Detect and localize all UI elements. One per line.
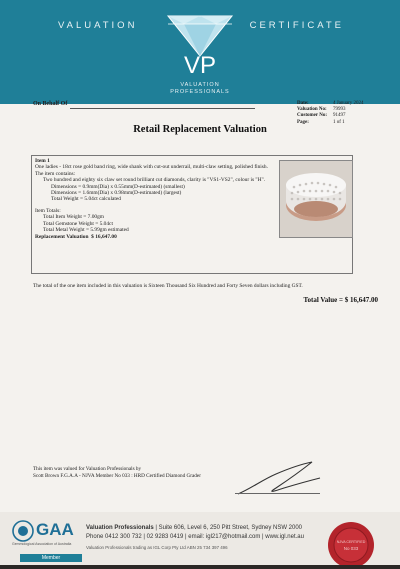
item-dimension-small: Dimensions = 0.9mm(Dia) x 0.55mm(D-estimated) (smallest): [51, 183, 185, 190]
seal-line-1: NJVA CERTIFIED: [336, 540, 366, 544]
item-total-gemstone-weight: Total Gemstone Weight = 5.04ct: [43, 220, 113, 227]
item-box: [31, 155, 353, 274]
on-behalf-line: [70, 108, 255, 109]
footer-web[interactable]: www.igl.net.au: [265, 534, 304, 540]
gaa-emblem-icon: [12, 520, 34, 542]
document-title: Retail Replacement Valuation: [133, 124, 267, 135]
footer-company-line: Valuation Professionals | Suite 606, Level 6, 250 Pitt Street, Sydney NSW 2000: [86, 525, 303, 531]
meta-row-customer-no: Customer No: 91497: [297, 113, 346, 119]
item-heading: Item 1: [35, 158, 50, 164]
item-stones: Two hundred and eighty six claw set round brilliant cut diamonds, clarity is "VS1-VS2", colour is "H".: [43, 177, 266, 184]
header-right-caption: CERTIFICATE: [249, 20, 344, 31]
footer-address: Suite 606, Level 6, 250 Pitt Street, Sydney NSW 2000: [158, 525, 303, 531]
member-badge: Member: [20, 554, 82, 562]
total-sentence: The total of the one item included in this valuation is Sixteen Thousand Six Hundred and Forty Seven dollars including GST.: [33, 283, 303, 289]
diamond-icon: [164, 10, 236, 58]
signature-icon: [232, 458, 327, 503]
item-total-item-weight: Total Item Weight = 7.00gm: [43, 214, 104, 221]
bottom-strip: [0, 565, 400, 569]
footer-email[interactable]: email: igl217@hotmail.com: [188, 534, 261, 540]
ring-image-icon: [280, 161, 352, 237]
footer-contact-line: Phone 0412 300 732 | 02 9283 0419 | email: igl217@hotmail.com | www.igl.net.au: [86, 534, 304, 540]
valuer-line-1: This item was valued for Valuation Professionals by: [33, 466, 142, 472]
meta-row-page: Page: 1 of 1: [297, 119, 345, 125]
replacement-valuation-value: $ 16,647.00: [91, 234, 117, 241]
company-logo: [164, 10, 236, 98]
footer: [0, 512, 400, 569]
total-value-amount: $ 16,647.00: [344, 296, 378, 304]
logo-mark: VP: [183, 52, 216, 79]
on-behalf-label: On Behalf Of: [33, 101, 68, 107]
logo-line-2: PROFESSIONALS: [170, 89, 230, 95]
gaa-text: GAA: [36, 520, 74, 539]
footer-phone-2: 02 9283 0419: [146, 534, 184, 540]
ring-photo: [279, 160, 353, 238]
valuer-line-2: Scott Brown F.G.A.A - NJVA Member No 033 : HRD Certified Diamond Grader: [33, 473, 201, 479]
certificate-meta: [297, 101, 364, 126]
meta-row-date: Date: 4 January 2024: [297, 101, 364, 106]
total-value-label: Total Value =: [303, 296, 343, 304]
signature-line: [235, 493, 320, 494]
footer-company: Valuation Professionals: [86, 525, 154, 531]
item-totals-label: Item Totals:: [35, 207, 61, 214]
valuer-statement: [33, 466, 201, 480]
item-details: [35, 158, 275, 241]
header-banner: [0, 0, 400, 104]
total-value-row: [303, 296, 378, 304]
item-total-metal-weight: Total Metal Weight = 5.99gm estimated: [43, 227, 129, 234]
item-total-weight: Total Weight = 5.04ct calculated: [51, 196, 121, 203]
seal-line-2: No 033: [343, 546, 359, 551]
replacement-valuation-label: Replacement Valuation: [35, 234, 89, 241]
meta-row-valuation-no: Valuation No: 79993: [297, 107, 346, 113]
header-left-caption: VALUATION: [58, 20, 138, 31]
footer-phone: Phone 0412 300 732: [86, 534, 142, 540]
item-dimension-large: Dimensions = 1.6mm(Dia) x 0.98mm(D-estimated) (largest): [51, 190, 182, 197]
gaa-subtext: Gemmological Association of Australia: [12, 542, 72, 546]
replacement-valuation-row: [35, 234, 275, 240]
item-description: One ladies - 18ct rose gold band ring, wide shank with cut-out underrail, multi-claw setting, polished finish. The item contains:: [35, 164, 268, 177]
wax-seal-icon: [326, 520, 376, 569]
footer-abn: Valuation Professionals trading as IGL Corp Pty Ltd ABN 25 734 397 496: [86, 545, 228, 550]
logo-line-1: VALUATION: [180, 82, 220, 88]
